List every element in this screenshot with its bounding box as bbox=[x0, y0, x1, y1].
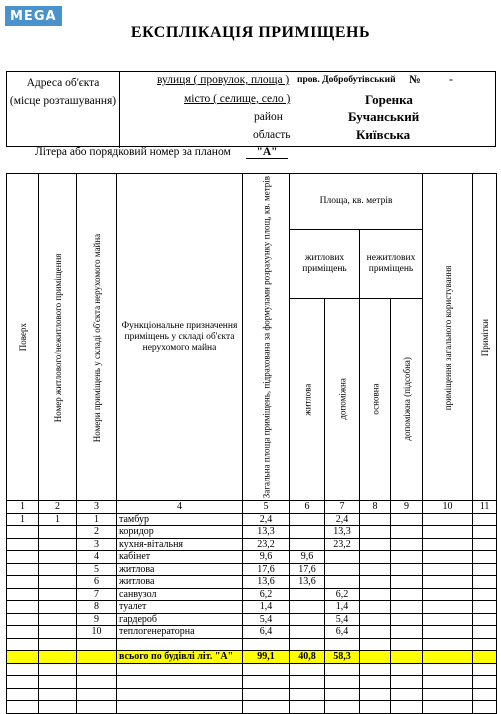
cell-empty bbox=[77, 688, 117, 701]
cell-empty bbox=[473, 588, 497, 601]
cell-floor bbox=[7, 601, 39, 614]
cell-empty bbox=[423, 626, 473, 639]
column-number: 11 bbox=[473, 501, 497, 514]
header-living: житлових приміщень bbox=[290, 229, 360, 298]
table-row bbox=[7, 538, 497, 551]
cell-empty bbox=[423, 538, 473, 551]
cell-empty bbox=[391, 513, 423, 526]
cell-total-area: 9,6 bbox=[243, 551, 290, 564]
cell-empty bbox=[117, 676, 243, 689]
cell-empty bbox=[391, 676, 423, 689]
cell-floor bbox=[7, 626, 39, 639]
cell-room bbox=[39, 526, 77, 539]
cell-floor bbox=[7, 538, 39, 551]
cell-purpose: санвузол bbox=[117, 588, 243, 601]
cell-empty bbox=[473, 538, 497, 551]
column-number: 9 bbox=[391, 501, 423, 514]
cell-empty bbox=[391, 601, 423, 614]
cell-empty bbox=[7, 663, 39, 676]
cell-empty bbox=[7, 701, 39, 714]
cell-empty bbox=[473, 663, 497, 676]
cell-room bbox=[39, 626, 77, 639]
cell-auxiliary: 1,4 bbox=[325, 601, 360, 614]
cell-room bbox=[39, 576, 77, 589]
cell-auxiliary bbox=[325, 563, 360, 576]
cell-empty bbox=[360, 601, 391, 614]
cell-empty bbox=[473, 688, 497, 701]
cell-empty bbox=[39, 688, 77, 701]
cell-empty bbox=[423, 513, 473, 526]
cell-purpose: житлова bbox=[117, 576, 243, 589]
cell-floor bbox=[7, 526, 39, 539]
cell-empty bbox=[77, 676, 117, 689]
cell-empty bbox=[391, 563, 423, 576]
cell-purpose: житлова bbox=[117, 563, 243, 576]
cell-empty bbox=[325, 663, 360, 676]
cell-empty bbox=[360, 513, 391, 526]
cell-auxiliary bbox=[325, 551, 360, 564]
cell-empty bbox=[473, 563, 497, 576]
cell-empty bbox=[325, 701, 360, 714]
cell-living bbox=[290, 538, 325, 551]
cell-floor bbox=[7, 613, 39, 626]
cell-empty bbox=[423, 526, 473, 539]
cell-empty bbox=[473, 551, 497, 564]
cell-living bbox=[290, 601, 325, 614]
region-label: область bbox=[253, 129, 291, 141]
cell-empty bbox=[360, 663, 391, 676]
cell-empty bbox=[423, 676, 473, 689]
cell-empty bbox=[360, 626, 391, 639]
column-number: 10 bbox=[423, 501, 473, 514]
cell-empty bbox=[473, 526, 497, 539]
cell-empty bbox=[391, 576, 423, 589]
cell-empty bbox=[473, 613, 497, 626]
cell-empty bbox=[473, 576, 497, 589]
column-number: 4 bbox=[117, 501, 243, 514]
table-row bbox=[7, 601, 497, 614]
column-number: 7 bbox=[325, 501, 360, 514]
letter-value: "А" bbox=[246, 146, 288, 159]
table-row bbox=[7, 526, 497, 539]
cell-room bbox=[39, 551, 77, 564]
cell-empty bbox=[117, 701, 243, 714]
blank-row bbox=[7, 688, 497, 701]
blank-row bbox=[7, 676, 497, 689]
column-number: 5 bbox=[243, 501, 290, 514]
cell-living bbox=[290, 513, 325, 526]
cell-living bbox=[290, 613, 325, 626]
cell-auxiliary bbox=[325, 576, 360, 589]
cell-number: 2 bbox=[77, 526, 117, 539]
header-common: приміщення загального користування bbox=[423, 174, 473, 501]
header-notes: Примітки bbox=[473, 174, 497, 501]
cell-empty bbox=[423, 551, 473, 564]
cell-empty bbox=[391, 551, 423, 564]
address-label-line1: Адреса об'єкта bbox=[26, 77, 100, 89]
cell-empty bbox=[360, 588, 391, 601]
cell-floor bbox=[7, 588, 39, 601]
table-row bbox=[7, 588, 497, 601]
cell-purpose: кабінет bbox=[117, 551, 243, 564]
cell-purpose: гардероб bbox=[117, 613, 243, 626]
table-row bbox=[7, 576, 497, 589]
cell-floor: 1 bbox=[7, 513, 39, 526]
cell-empty bbox=[360, 688, 391, 701]
blank-row bbox=[7, 701, 497, 714]
header-purpose: Функціональне призначення приміщень у складі об'єкта нерухомого майна bbox=[117, 174, 243, 501]
table-row bbox=[7, 613, 497, 626]
cell-number: 6 bbox=[77, 576, 117, 589]
cell-empty bbox=[77, 663, 117, 676]
cell-empty bbox=[290, 701, 325, 714]
cell-empty bbox=[423, 688, 473, 701]
cell-room: 1 bbox=[39, 513, 77, 526]
cell-room bbox=[39, 613, 77, 626]
cell-purpose: кухня-вітальня bbox=[117, 538, 243, 551]
header-living-main: житлова bbox=[290, 298, 325, 501]
cell-purpose: коридор bbox=[117, 526, 243, 539]
cell-living: 13,6 bbox=[290, 576, 325, 589]
cell-living bbox=[290, 526, 325, 539]
cell-empty bbox=[360, 563, 391, 576]
cell-empty bbox=[360, 676, 391, 689]
cell-number: 9 bbox=[77, 613, 117, 626]
cell-number: 5 bbox=[77, 563, 117, 576]
total-label: всього по будівлі літ. "А" bbox=[117, 651, 243, 664]
cell-empty bbox=[117, 688, 243, 701]
cell-living: 9,6 bbox=[290, 551, 325, 564]
cell-auxiliary: 5,4 bbox=[325, 613, 360, 626]
cell-room bbox=[39, 563, 77, 576]
header-room-number: Номер житлового/нежитлового приміщення bbox=[39, 174, 77, 501]
cell-number: 1 bbox=[77, 513, 117, 526]
cell-empty bbox=[423, 701, 473, 714]
cell-number: 3 bbox=[77, 538, 117, 551]
cell-empty bbox=[360, 526, 391, 539]
cell-empty bbox=[473, 601, 497, 614]
total-area-value: 99,1 bbox=[243, 651, 290, 664]
blank-row bbox=[7, 638, 497, 651]
column-number: 2 bbox=[39, 501, 77, 514]
cell-empty bbox=[360, 576, 391, 589]
cell-total-area: 17,6 bbox=[243, 563, 290, 576]
cell-empty bbox=[391, 538, 423, 551]
cell-empty bbox=[391, 588, 423, 601]
cell-empty bbox=[290, 688, 325, 701]
letter-label: Літера або порядковий номер за планом bbox=[35, 146, 231, 158]
cell-room bbox=[39, 601, 77, 614]
cell-empty bbox=[325, 688, 360, 701]
total-living-value: 40,8 bbox=[290, 651, 325, 664]
address-label bbox=[7, 72, 120, 148]
cell-empty bbox=[243, 663, 290, 676]
cell-floor bbox=[7, 551, 39, 564]
header-floor: Поверх bbox=[7, 174, 39, 501]
column-number: 6 bbox=[290, 501, 325, 514]
cell-room bbox=[39, 588, 77, 601]
cell-empty bbox=[423, 663, 473, 676]
cell-empty bbox=[243, 676, 290, 689]
cell-total-area: 13,6 bbox=[243, 576, 290, 589]
cell-empty bbox=[391, 613, 423, 626]
cell-empty bbox=[360, 551, 391, 564]
cell-empty bbox=[423, 588, 473, 601]
table-row bbox=[7, 563, 497, 576]
cell-auxiliary: 23,2 bbox=[325, 538, 360, 551]
cell-empty bbox=[423, 601, 473, 614]
table-row bbox=[7, 513, 497, 526]
cell-empty bbox=[391, 626, 423, 639]
street-value: пров. Добробутівський bbox=[297, 75, 396, 85]
cell-empty bbox=[423, 563, 473, 576]
column-number-row bbox=[7, 501, 497, 514]
cell-empty bbox=[77, 701, 117, 714]
cell-empty bbox=[473, 676, 497, 689]
cell-empty bbox=[117, 663, 243, 676]
cell-empty bbox=[290, 676, 325, 689]
cell-empty bbox=[243, 701, 290, 714]
table-row bbox=[7, 551, 497, 564]
cell-total-area: 6,2 bbox=[243, 588, 290, 601]
header-area-group: Площа, кв. метрів bbox=[290, 174, 423, 230]
cell-floor bbox=[7, 576, 39, 589]
column-number: 8 bbox=[360, 501, 391, 514]
cell-empty bbox=[39, 676, 77, 689]
cell-empty bbox=[290, 663, 325, 676]
header-part-number: Номери приміщень у складі об'єкта нерухомого майна bbox=[77, 174, 117, 501]
cell-empty bbox=[243, 688, 290, 701]
cell-empty bbox=[473, 701, 497, 714]
cell-auxiliary: 2,4 bbox=[325, 513, 360, 526]
cell-auxiliary: 13,3 bbox=[325, 526, 360, 539]
cell-number: 4 bbox=[77, 551, 117, 564]
cell-total-area: 5,4 bbox=[243, 613, 290, 626]
cell-purpose: теплогенераторна bbox=[117, 626, 243, 639]
cell-living bbox=[290, 588, 325, 601]
cell-empty bbox=[473, 626, 497, 639]
header-living-aux: допоміжна bbox=[325, 298, 360, 501]
cell-empty bbox=[7, 688, 39, 701]
cell-auxiliary: 6,2 bbox=[325, 588, 360, 601]
column-number: 3 bbox=[77, 501, 117, 514]
district-label: район bbox=[254, 111, 283, 123]
cell-total-area: 6,4 bbox=[243, 626, 290, 639]
city-label: місто ( селище, село ) bbox=[184, 93, 291, 105]
cell-empty bbox=[423, 576, 473, 589]
cell-total-area: 2,4 bbox=[243, 513, 290, 526]
cell-empty bbox=[391, 663, 423, 676]
address-label-line2: (місце розташування) bbox=[9, 95, 117, 107]
header-nonliving: нежитлових приміщень bbox=[360, 229, 423, 298]
cell-empty bbox=[423, 613, 473, 626]
cell-floor bbox=[7, 563, 39, 576]
address-block bbox=[6, 71, 496, 147]
blank-row bbox=[7, 663, 497, 676]
cell-number: 8 bbox=[77, 601, 117, 614]
cell-empty bbox=[360, 538, 391, 551]
column-number: 1 bbox=[7, 501, 39, 514]
district-value: Бучанський bbox=[348, 109, 420, 124]
header-total-area: Загальна площа приміщень, підрахована за формулами розрахунку площ, кв. метрів bbox=[243, 174, 290, 501]
cell-empty bbox=[391, 526, 423, 539]
cell-total-area: 1,4 bbox=[243, 601, 290, 614]
cell-total-area: 23,2 bbox=[243, 538, 290, 551]
cell-empty bbox=[7, 676, 39, 689]
cell-empty bbox=[325, 676, 360, 689]
cell-purpose: тамбур bbox=[117, 513, 243, 526]
cell-living: 17,6 bbox=[290, 563, 325, 576]
cell-living bbox=[290, 626, 325, 639]
cell-empty bbox=[360, 701, 391, 714]
cell-purpose: туалет bbox=[117, 601, 243, 614]
cell-empty bbox=[360, 613, 391, 626]
cell-auxiliary: 6,4 bbox=[325, 626, 360, 639]
cell-number: 10 bbox=[77, 626, 117, 639]
number-value: - bbox=[449, 74, 453, 86]
total-row bbox=[7, 651, 497, 664]
cell-room bbox=[39, 538, 77, 551]
cell-number: 7 bbox=[77, 588, 117, 601]
mega-watermark-logo: MEGA bbox=[5, 6, 62, 26]
region-value: Київська bbox=[356, 127, 411, 142]
street-label: вулиця ( провулок, площа ) bbox=[157, 74, 290, 86]
document-title: ЕКСПЛІКАЦІЯ ПРИМІЩЕНЬ bbox=[130, 24, 371, 41]
header-nonliving-aux: допоміжна (підсобна) bbox=[391, 298, 423, 501]
explication-table bbox=[6, 173, 496, 714]
cell-empty bbox=[473, 513, 497, 526]
cell-empty bbox=[39, 663, 77, 676]
cell-total-area: 13,3 bbox=[243, 526, 290, 539]
number-label: № bbox=[409, 74, 421, 86]
cell-empty bbox=[391, 701, 423, 714]
table-row bbox=[7, 626, 497, 639]
cell-empty bbox=[391, 688, 423, 701]
city-value: Горенка bbox=[365, 92, 413, 107]
header-nonliving-main: основна bbox=[360, 298, 391, 501]
cell-empty bbox=[39, 701, 77, 714]
total-aux-value: 58,3 bbox=[325, 651, 360, 664]
